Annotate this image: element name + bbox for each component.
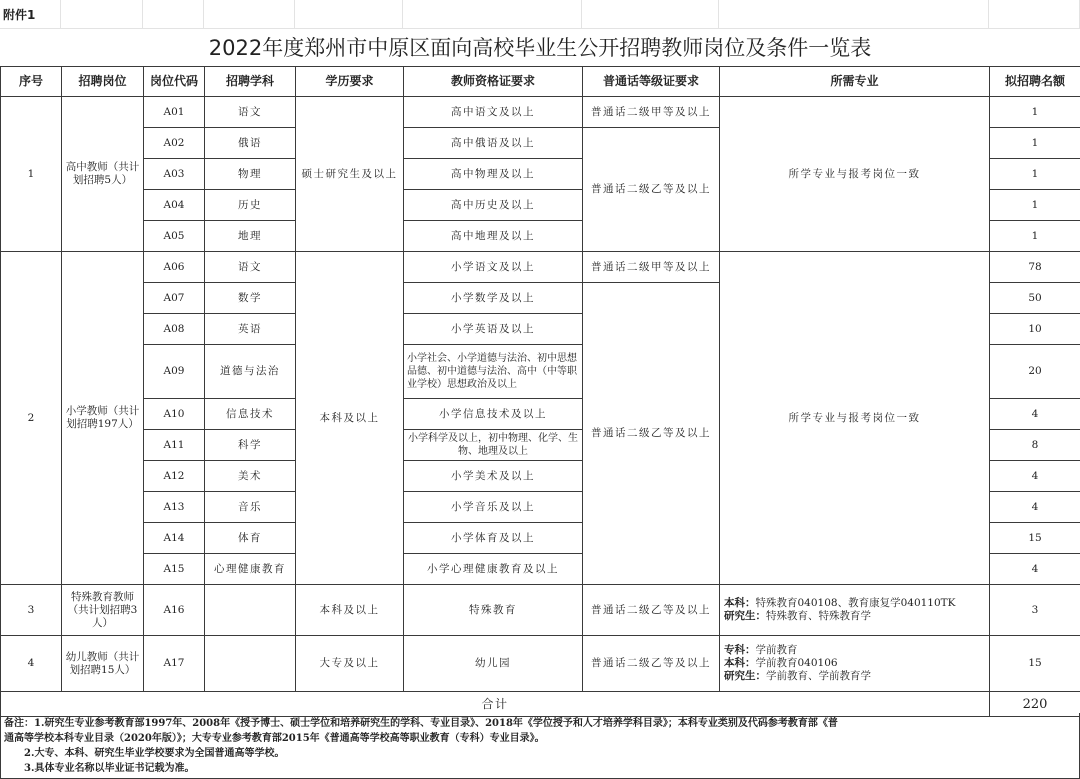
header-cell: 普通话等级证要求 [583,67,720,97]
group-number: 1 [1,97,62,252]
major-value: 特殊教育、特殊教育学 [766,610,871,622]
subject: 体育 [205,523,296,554]
post-code: A10 [144,399,205,430]
major-requirement: 所学专业与报考岗位一致 [720,97,990,252]
cert-requirement: 高中历史及以上 [404,190,583,221]
cert-requirement: 高中物理及以上 [404,159,583,190]
major-requirement: 所学专业与报考岗位一致 [720,252,990,585]
subject: 信息技术 [205,399,296,430]
quota: 20 [990,345,1080,399]
header-cell: 招聘学科 [205,67,296,97]
subject: 音乐 [205,492,296,523]
subject: 科学 [205,430,296,461]
post-code: A01 [144,97,205,128]
major-value: 学前教育040106 [755,657,838,669]
header-cell: 序号 [1,67,62,97]
major-requirement [720,636,990,692]
major-value: 特殊教育040108、教育康复学040110TK [755,597,956,609]
post-code: A17 [144,636,205,692]
subject: 语文 [205,252,296,283]
mandarin-requirement: 普通话二级乙等及以上 [583,585,720,636]
cert-requirement: 高中地理及以上 [404,221,583,252]
cert-requirement: 小学语文及以上 [404,252,583,283]
table-row [1,585,1080,636]
post-name: 小学教师（共计划招聘197人） [62,252,144,585]
post-name: 特殊教育教师（共计划招聘3人） [62,585,144,636]
cert-requirement: 特殊教育 [404,585,583,636]
cert-requirement: 高中俄语及以上 [404,128,583,159]
sheet-cell[interactable] [204,0,295,29]
post-code: A12 [144,461,205,492]
cert-requirement: 小学英语及以上 [404,314,583,345]
sheet-cell[interactable] [61,0,143,29]
subject: 英语 [205,314,296,345]
quota: 78 [990,252,1080,283]
subject: 心理健康教育 [205,554,296,585]
post-name: 高中教师（共计划招聘5人） [62,97,144,252]
cert-requirement: 小学信息技术及以上 [404,399,583,430]
quota: 4 [990,399,1080,430]
sheet-cell[interactable] [295,0,403,29]
subject [205,585,296,636]
post-code: A07 [144,283,205,314]
note-line: 3.具体专业名称以毕业证书记载为准。 [4,763,195,774]
total-label: 合计 [1,692,990,717]
cert-requirement: 幼儿园 [404,636,583,692]
cert-requirement: 小学社会、小学道德与法治、初中思想品德、初中道德与法治、高中（中等职业学校）思想政治及以上 [404,345,583,399]
major-label: 研究生： [724,610,766,622]
cert-requirement: 小学音乐及以上 [404,492,583,523]
major-value: 学前教育、学前教育学 [766,670,871,682]
group-number: 2 [1,252,62,585]
sheet-cell[interactable] [989,0,1080,29]
post-code: A03 [144,159,205,190]
group-number: 3 [1,585,62,636]
quota: 1 [990,221,1080,252]
subject: 物理 [205,159,296,190]
note-line: 通高等学校本科专业目录（2020年版）》；大专专业参考教育部2015年《普通高等学校高等职业教育（专科）专业目录》。 [4,733,545,744]
quota: 50 [990,283,1080,314]
total-value: 220 [990,692,1080,717]
post-code: A13 [144,492,205,523]
post-code: A08 [144,314,205,345]
post-code: A09 [144,345,205,399]
table-row [1,636,1080,692]
post-code: A11 [144,430,205,461]
post-code: A16 [144,585,205,636]
major-label: 研究生： [724,670,766,682]
subject [205,636,296,692]
page-title: 2022年度郑州市中原区面向高校毕业生公开招聘教师岗位及条件一览表 [208,36,872,60]
subject: 道德与法治 [205,345,296,399]
quota: 15 [990,636,1080,692]
mandarin-requirement: 普通话二级甲等及以上 [583,252,720,283]
post-code: A14 [144,523,205,554]
header-cell: 招聘岗位 [62,67,144,97]
cert-requirement: 小学美术及以上 [404,461,583,492]
subject: 俄语 [205,128,296,159]
attachment-label: 附件1 [3,8,36,22]
major-requirement [720,585,990,636]
post-code: A06 [144,252,205,283]
recruitment-table [0,66,1080,717]
sheet-cell[interactable] [403,0,582,29]
group-number: 4 [1,636,62,692]
sheet-cell[interactable] [143,0,204,29]
quota: 1 [990,97,1080,128]
quota: 4 [990,554,1080,585]
header-cell: 岗位代码 [144,67,205,97]
quota: 4 [990,492,1080,523]
notes [0,713,1080,779]
cert-requirement: 小学数学及以上 [404,283,583,314]
cert-requirement: 小学体育及以上 [404,523,583,554]
post-code: A05 [144,221,205,252]
table-row [1,97,1080,128]
quota: 1 [990,159,1080,190]
education-requirement: 大专及以上 [296,636,404,692]
mandarin-requirement: 普通话二级甲等及以上 [583,97,720,128]
sheet-cell[interactable] [582,0,719,29]
sheet-cell[interactable] [719,0,989,29]
post-name: 幼儿教师（共计划招聘15人） [62,636,144,692]
mandarin-requirement: 普通话二级乙等及以上 [583,283,720,585]
mandarin-requirement: 普通话二级乙等及以上 [583,636,720,692]
post-code: A02 [144,128,205,159]
cert-requirement: 高中语文及以上 [404,97,583,128]
post-code: A15 [144,554,205,585]
quota: 1 [990,128,1080,159]
quota: 3 [990,585,1080,636]
major-label: 专科： [724,644,756,656]
major-label: 本科： [724,657,756,669]
spreadsheet-top-row [0,0,1080,29]
note-line: 备注：1.研究生专业参考教育部1997年、2008年《授予博士、硕士学位和培养研究生的学科、专业目录》、2018年《学位授予和人才培养学科目录》；本科专业类别及代码参考教育部《普 [4,718,838,729]
quota: 1 [990,190,1080,221]
mandarin-requirement: 普通话二级乙等及以上 [583,128,720,252]
subject: 语文 [205,97,296,128]
subject: 地理 [205,221,296,252]
table-row [1,252,1080,283]
subject: 美术 [205,461,296,492]
quota: 10 [990,314,1080,345]
quota: 4 [990,461,1080,492]
quota: 8 [990,430,1080,461]
major-value: 学前教育 [755,644,798,656]
header-cell: 所需专业 [720,67,990,97]
note-line: 2.大专、本科、研究生毕业学校要求为全国普通高等学校。 [4,748,285,759]
header-row [1,67,1080,97]
cert-requirement: 小学心理健康教育及以上 [404,554,583,585]
cert-requirement: 小学科学及以上，初中物理、化学、生物、地理及以上 [404,430,583,461]
education-requirement: 本科及以上 [296,585,404,636]
major-label: 本科： [724,597,756,609]
header-cell: 教师资格证要求 [404,67,583,97]
header-cell: 学历要求 [296,67,404,97]
subject: 历史 [205,190,296,221]
post-code: A04 [144,190,205,221]
education-requirement: 本科及以上 [296,252,404,585]
subject: 数学 [205,283,296,314]
quota: 15 [990,523,1080,554]
header-cell: 拟招聘名额 [990,67,1080,97]
education-requirement: 硕士研究生及以上 [296,97,404,252]
